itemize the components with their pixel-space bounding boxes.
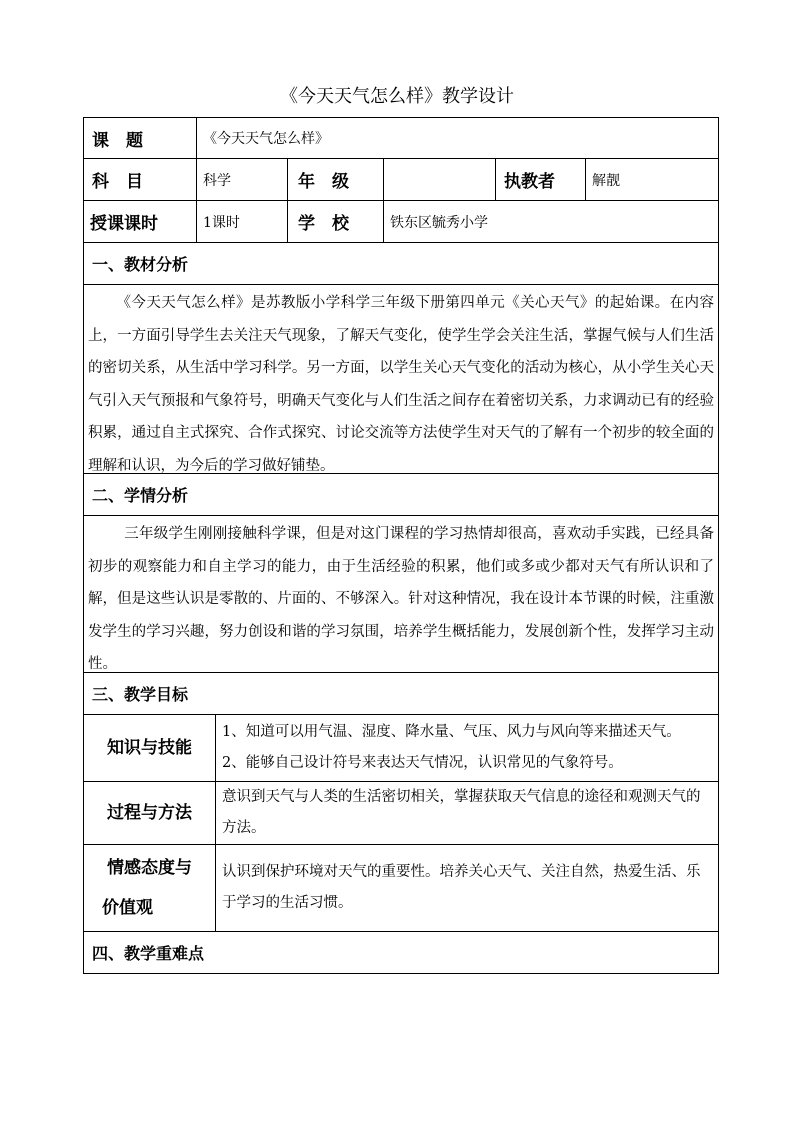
objective-content [215,715,718,781]
section-title: 三、教学目标 [92,685,189,704]
grade-value [383,159,495,200]
objective-line: 意识到天气与人类的生活密切相关，掌握获取天气信息的途径和观测天气的方法。 [222,789,701,836]
subject-label: 科 目 [92,172,143,192]
objective-content [215,845,718,931]
section-heading-students [83,474,719,516]
lesson-label: 课 题 [92,130,143,151]
hours-value: 1课时 [196,201,287,242]
objective-label-line: 价值观 [102,898,153,918]
document-title: 《今天天气怎么样》教学设计 [280,86,514,107]
section-paragraph: 《今天天气怎么样》是苏教版小学科学三年级下册第四单元《关心天气》的起始课。在内容上，一方面引导学生去关注天气现象，了解天气变化，使学生学会关注生活，掌握气候与人们生活的密切关系，从生活中学习科学。另一方面，以学生关心天气变化的活动为核心，从小学生关心天气引入天气预报和气象符号，明确天气变化与人们生活之间存在着密切关系，力求调动已有的经验积累，通过自主式探究、合作式探究、讨论交流等方法使学生对天气的了解有一个初步的较全面的理解和认识，为今后的学习做好铺垫。 [88,295,714,474]
section-title: 四、教学重难点 [92,944,205,963]
row-lesson [83,117,719,159]
objective-label [84,845,215,931]
objective-line: 2、能够自己设计符号来表达天气情况，认识常见的气象符号。 [222,755,623,771]
subject-value: 科学 [196,159,287,200]
section-title: 一、教材分析 [92,255,189,274]
teacher-label: 执教者 [495,159,585,200]
objective-line: 1、知道可以用气温、湿度、降水量、气压、风力与风向等来描述天气。 [222,724,681,740]
section-heading-materials [83,243,719,285]
lesson-value: 《今天天气怎么样》 [196,118,718,158]
objective-row-attitude [83,845,719,932]
objective-label-line: 情感态度与 [107,858,192,878]
objective-row-process [83,782,719,845]
objective-label: 过程与方法 [107,803,192,823]
row-hours [83,201,719,243]
section-body-students [83,516,719,673]
objective-label: 知识与技能 [107,738,192,758]
lesson-plan-table [83,117,719,974]
row-subject [83,159,719,201]
school-value: 铁东区毓秀小学 [383,201,718,242]
objective-line: 认识到保护环境对天气的重要性。培养关心天气、关注自然，热爱生活、乐于学习的生活习惯。 [222,864,701,911]
objective-row-knowledge [83,715,719,782]
school-label: 学 校 [287,201,383,242]
section-heading-keypoints [83,932,719,974]
section-body-materials [83,285,719,474]
objective-content [215,782,718,844]
grade-label: 年 级 [287,159,383,200]
section-heading-objectives [83,673,719,715]
hours-label: 授课课时 [90,214,158,234]
teacher-value: 解靓 [585,159,718,200]
section-paragraph: 三年级学生刚刚接触科学课，但是对这门课程的学习热情却很高，喜欢动手实践，已经具备初步的观察能力和自主学习的能力，由于生活经验的积累，他们或多或少都对天气有所认识和了解，但是这些认识是零散的、片面的、不够深入。针对这种情况，我在设计本节课的时候，注重激发学生的学习兴趣，努力创设和谐的学习氛围，培养学生概括能力，发展创新个性，发挥学习主动性。 [88,526,714,672]
section-title: 二、学情分析 [92,486,189,505]
